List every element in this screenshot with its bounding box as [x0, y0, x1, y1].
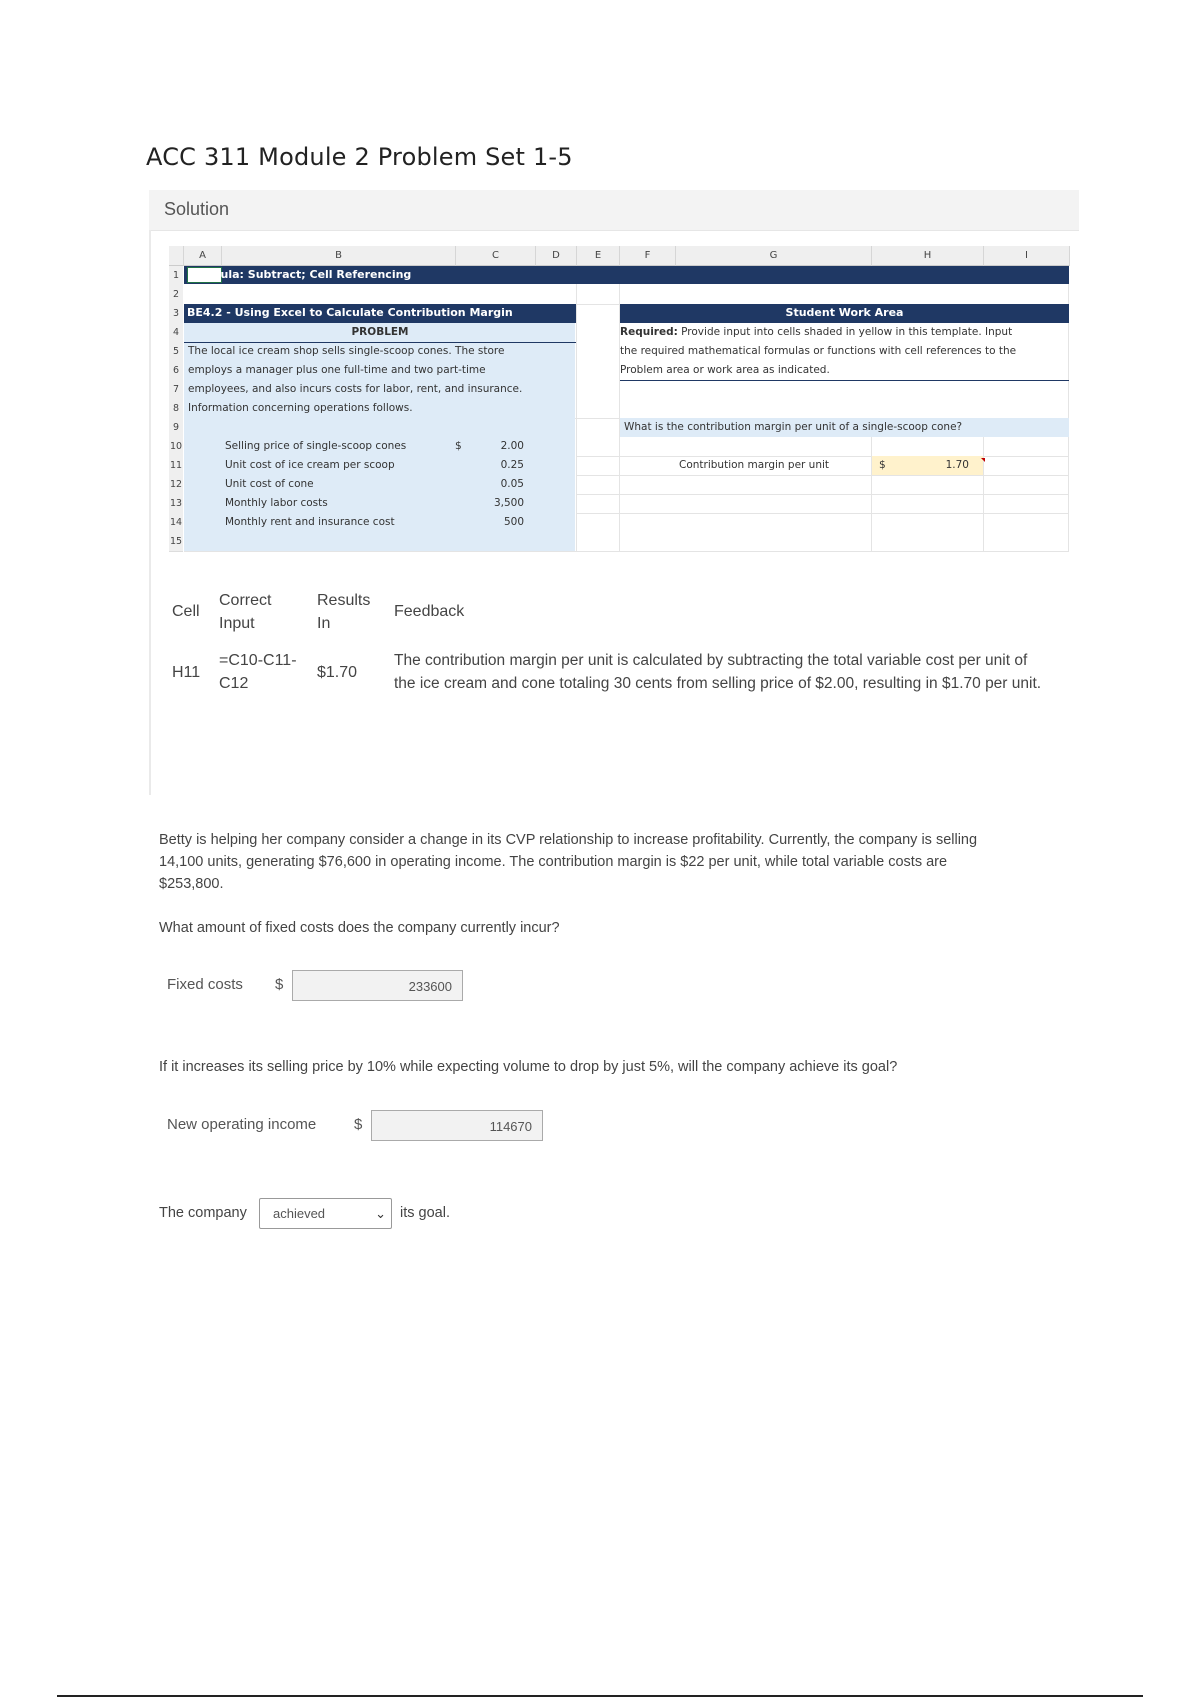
- col-header-b: B: [222, 246, 456, 266]
- item-value: 0.25: [500, 459, 524, 471]
- fixed-costs-currency: $: [275, 976, 284, 993]
- sheet-question: What is the contribution margin per unit of a single-scoop cone?: [624, 421, 963, 433]
- item-label: Monthly rent and insurance cost: [225, 516, 395, 528]
- header-cell: Cell: [172, 603, 200, 620]
- item-label: Monthly labor costs: [225, 497, 328, 509]
- work-area-title: Student Work Area: [620, 304, 1069, 323]
- row-header: 2: [169, 285, 183, 305]
- feedback-input: =C10-C11-: [219, 652, 297, 669]
- row-header: 13: [169, 494, 183, 514]
- row-header: 15: [169, 532, 183, 552]
- required-line: the required mathematical formulas or functions with cell references to the: [620, 345, 1017, 357]
- problem-text-line: The local ice cream shop sells single-scoop cones. The store: [188, 345, 505, 357]
- answer-currency: $: [879, 459, 886, 471]
- row-header: 3: [169, 304, 183, 324]
- problem-label: PROBLEM: [184, 323, 576, 343]
- problem-title: BE4.2 - Using Excel to Calculate Contribution Margin: [184, 304, 576, 323]
- item-label: Unit cost of ice cream per scoop: [225, 459, 395, 471]
- row-header: 5: [169, 342, 183, 362]
- page-footer-rule: [57, 1695, 1143, 1697]
- item-value: 500: [503, 516, 524, 528]
- row-header: 1: [169, 266, 183, 286]
- col-header-i: I: [984, 246, 1070, 266]
- required-bold: Required:: [620, 326, 678, 338]
- header-input: Input: [219, 615, 255, 632]
- company-suffix: its goal.: [400, 1205, 450, 1221]
- problem-text-line: Information concerning operations follows.: [188, 402, 413, 414]
- row-header: 6: [169, 361, 183, 381]
- row-header: 9: [169, 418, 183, 438]
- feedback-input: C12: [219, 675, 249, 692]
- item-value: 3,500: [493, 497, 524, 509]
- row-header: 11: [169, 456, 183, 476]
- row-header: 7: [169, 380, 183, 400]
- row-header: 10: [169, 437, 183, 457]
- problem-text-line: employs a manager plus one full-time and two part-time: [188, 364, 486, 376]
- question-paragraph-line: 14,100 units, generating $76,600 in operating income. The contribution margin is $22 per unit, while total variable costs are: [159, 854, 948, 870]
- item-label: Unit cost of cone: [225, 478, 314, 490]
- solution-header: [149, 190, 1079, 231]
- item-value: 2.00: [500, 440, 524, 452]
- answer-value: 1.70: [945, 459, 969, 471]
- col-header-h: H: [872, 246, 984, 266]
- item-value: 0.05: [500, 478, 524, 490]
- fixed-costs-prompt: What amount of fixed costs does the company currently incur?: [159, 920, 560, 936]
- solution-label: Solution: [164, 199, 230, 219]
- col-header-g: G: [676, 246, 872, 266]
- col-header-a: A: [184, 246, 222, 266]
- new-income-label: New operating income: [167, 1116, 317, 1133]
- feedback-text: the ice cream and cone totaling 30 cents from selling price of $2.00, resulting in $1.70 per unit.: [394, 675, 1042, 692]
- header-feedback: Feedback: [394, 603, 465, 620]
- company-prefix: The company: [159, 1205, 247, 1221]
- row-header: 12: [169, 475, 183, 495]
- row-header: 4: [169, 323, 183, 343]
- price-change-prompt: If it increases its selling price by 10% while expecting volume to drop by just 5%, will the company achieve its goal?: [159, 1059, 898, 1075]
- col-header-c: C: [456, 246, 536, 266]
- row-header: 8: [169, 399, 183, 419]
- company-goal-select[interactable]: [259, 1198, 392, 1229]
- problem-text-line: employees, and also incurs costs for labor, rent, and insurance.: [188, 383, 523, 395]
- header-correct: Correct: [219, 592, 272, 609]
- chevron-down-icon: ⌄: [375, 1206, 386, 1221]
- corner-cell: [169, 246, 184, 266]
- company-goal-select-value: achieved: [273, 1206, 326, 1221]
- item-label: Selling price of single-scoop cones: [225, 440, 407, 452]
- fixed-costs-label: Fixed costs: [167, 976, 243, 993]
- col-header-f: F: [620, 246, 676, 266]
- question-paragraph-line: $253,800.: [159, 876, 224, 892]
- col-header-e: E: [577, 246, 620, 266]
- answer-label: Contribution margin per unit: [679, 459, 830, 471]
- feedback-cell: H11: [172, 664, 201, 681]
- header-in: In: [317, 615, 331, 632]
- document-title: ACC 311 Module 2 Problem Set 1-5: [146, 143, 573, 171]
- col-header-d: D: [536, 246, 577, 266]
- comment-marker-icon: [981, 458, 985, 462]
- required-text: Provide input into cells shaded in yellow in this template. Input: [677, 326, 1013, 338]
- sheet-banner: Formula: Subtract; Cell Referencing: [184, 266, 1069, 284]
- new-income-currency: $: [354, 1116, 363, 1133]
- header-results: Results: [317, 592, 371, 609]
- required-line: Problem area or work area as indicated.: [620, 361, 1069, 381]
- solution-divider: [149, 230, 151, 795]
- fixed-costs-input[interactable]: 233600: [292, 970, 463, 1001]
- feedback-text: The contribution margin per unit is calculated by subtracting the total variable cost per unit of: [394, 652, 1028, 669]
- row-header: 14: [169, 513, 183, 533]
- spreadsheet: [169, 246, 1069, 556]
- feedback-result: $1.70: [317, 664, 358, 681]
- item-currency: $: [455, 440, 462, 452]
- required-line: [620, 323, 1012, 342]
- question-paragraph-line: Betty is helping her company consider a change in its CVP relationship to increase profitability. Currently, the company is selling: [159, 832, 978, 848]
- new-income-input[interactable]: 114670: [371, 1110, 543, 1141]
